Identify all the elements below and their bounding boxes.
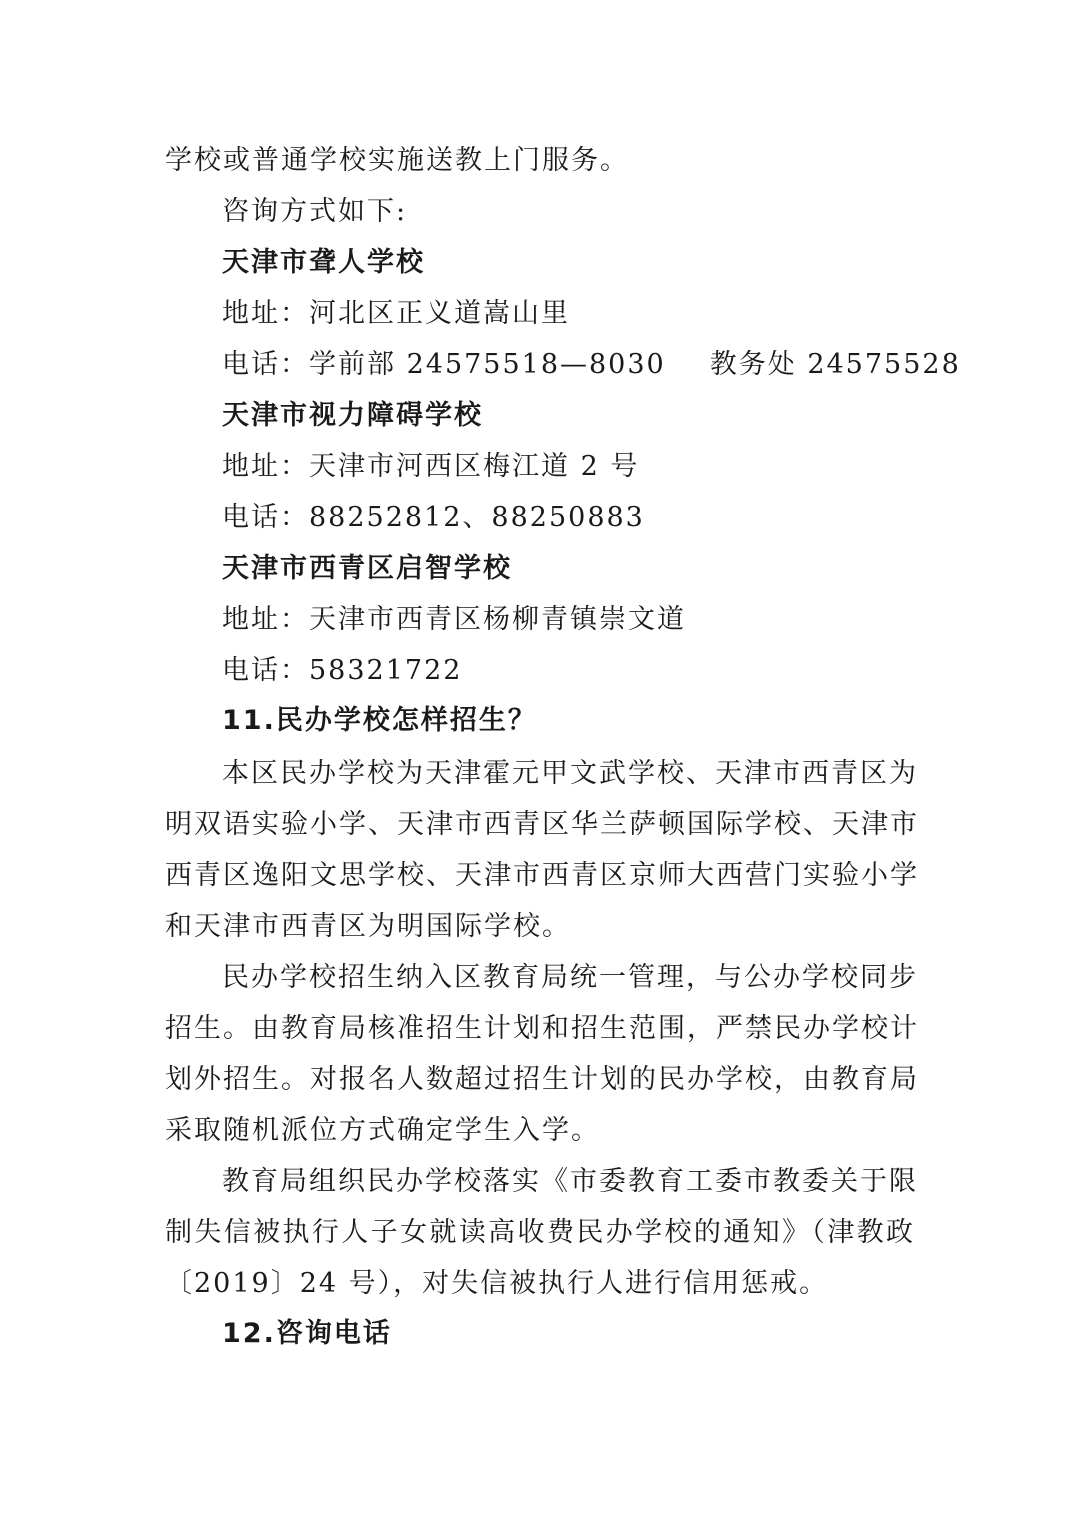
phone-line (222, 347, 961, 383)
phone-line: 电话：88252812、88250883 (222, 502, 645, 533)
section-heading-11: 11.民办学校怎样招生？ (222, 705, 537, 736)
phone-preschool: 电话：学前部 24575518—8030 (222, 349, 666, 380)
paragraph-line: 本区民办学校为天津霍元甲文武学校、天津市西青区为 (222, 758, 918, 789)
phone-line: 电话：58321722 (222, 655, 463, 686)
school-heading-visual: 天津市视力障碍学校 (222, 400, 483, 431)
paragraph-line: 划外招生。对报名人数超过招生计划的民办学校，由教育局 (165, 1064, 919, 1095)
address-line: 地址：河北区正义道嵩山里 (222, 298, 570, 329)
paragraph-line: 民办学校招生纳入区教育局统一管理，与公办学校同步 (222, 962, 918, 993)
paragraph-line: 明双语实验小学、天津市西青区华兰萨顿国际学校、天津市 (165, 809, 919, 840)
section-heading-12: 12.咨询电话 (222, 1318, 392, 1349)
phone-academic-office: 教务处 24575528 (709, 349, 961, 380)
paragraph-line: 教育局组织民办学校落实《市委教育工委市教委关于限 (222, 1166, 918, 1197)
consultation-intro: 咨询方式如下: (222, 196, 408, 227)
address-line: 地址：天津市西青区杨柳青镇崇文道 (222, 604, 686, 635)
paragraph-line: 西青区逸阳文思学校、天津市西青区京师大西营门实验小学 (165, 860, 919, 891)
paragraph-line: 制失信被执行人子女就读高收费民办学校的通知》（津教政 (165, 1217, 915, 1248)
address-line: 地址：天津市河西区梅江道 2 号 (222, 451, 640, 482)
school-heading-qizhi: 天津市西青区启智学校 (222, 553, 512, 584)
paragraph-line: 〔2019〕24 号），对失信被执行人进行信用惩戒。 (165, 1268, 829, 1299)
paragraph-line: 和天津市西青区为明国际学校。 (165, 911, 571, 942)
paragraph-line: 学校或普通学校实施送教上门服务。 (165, 145, 629, 176)
school-heading-deaf: 天津市聋人学校 (222, 247, 425, 278)
paragraph-line: 招生。由教育局核准招生计划和招生范围，严禁民办学校计 (165, 1013, 919, 1044)
paragraph-line: 采取随机派位方式确定学生入学。 (165, 1115, 600, 1146)
